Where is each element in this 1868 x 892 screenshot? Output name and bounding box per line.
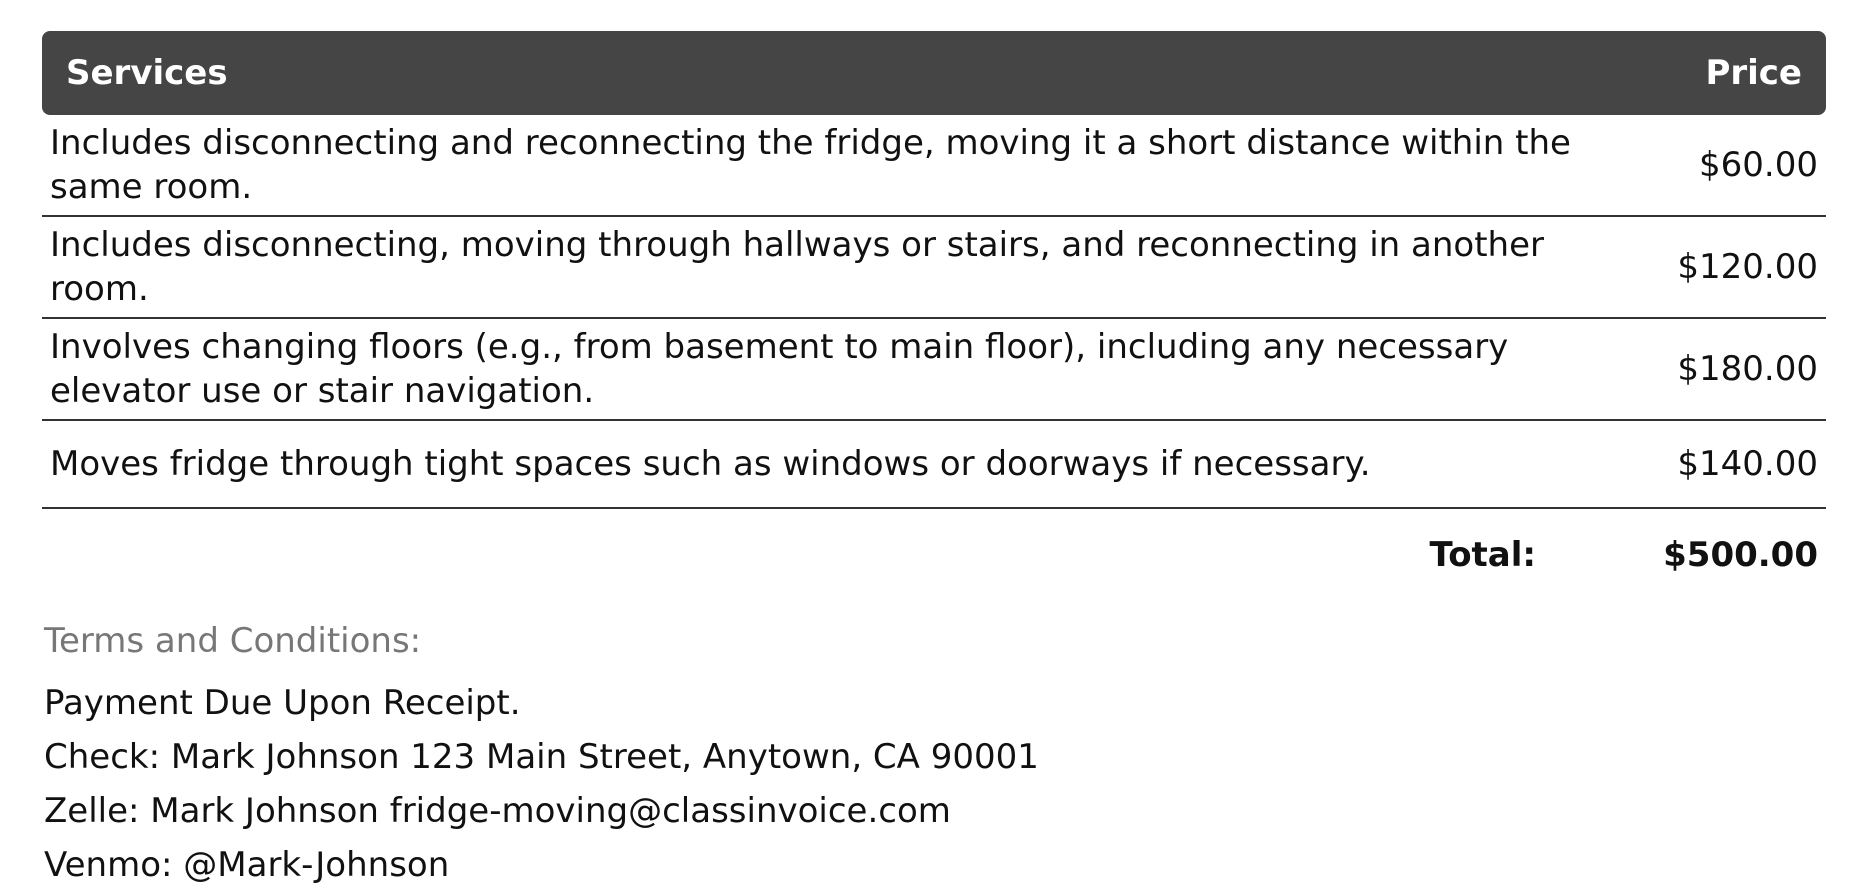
- total-label: Total:: [1429, 535, 1536, 575]
- service-price: $60.00: [1626, 115, 1826, 216]
- services-column-header: Services: [42, 31, 1626, 115]
- service-price: $140.00: [1626, 420, 1826, 508]
- total-row: [42, 508, 1826, 601]
- service-description: Involves changing floors (e.g., from basement to main floor), including any necessary elevator use or stair navigation.: [42, 318, 1626, 420]
- terms-title: Terms and Conditions:: [44, 621, 422, 661]
- table-row: [42, 115, 1826, 216]
- price-column-header: Price: [1626, 31, 1826, 115]
- service-description: Moves fridge through tight spaces such as windows or doorways if necessary.: [42, 420, 1626, 508]
- table-row: [42, 420, 1826, 508]
- total-value: $500.00: [1663, 535, 1818, 575]
- terms-line-check: Check: Mark Johnson 123 Main Street, Anytown, CA 90001: [44, 737, 1039, 777]
- terms-line-zelle: Zelle: Mark Johnson fridge-moving@classinvoice.com: [44, 791, 951, 831]
- services-table: [42, 31, 1826, 601]
- service-price: $120.00: [1626, 216, 1826, 318]
- table-row: [42, 216, 1826, 318]
- terms-line-venmo: Venmo: @Mark-Johnson: [44, 845, 450, 885]
- service-price: $180.00: [1626, 318, 1826, 420]
- table-row: [42, 318, 1826, 420]
- terms-section: [44, 620, 1039, 892]
- service-description: Includes disconnecting, moving through hallways or stairs, and reconnecting in another room.: [42, 216, 1626, 318]
- terms-line-payment: Payment Due Upon Receipt.: [44, 683, 521, 723]
- service-description: Includes disconnecting and reconnecting the fridge, moving it a short distance within the same room.: [42, 115, 1626, 216]
- table-header-row: [42, 31, 1826, 115]
